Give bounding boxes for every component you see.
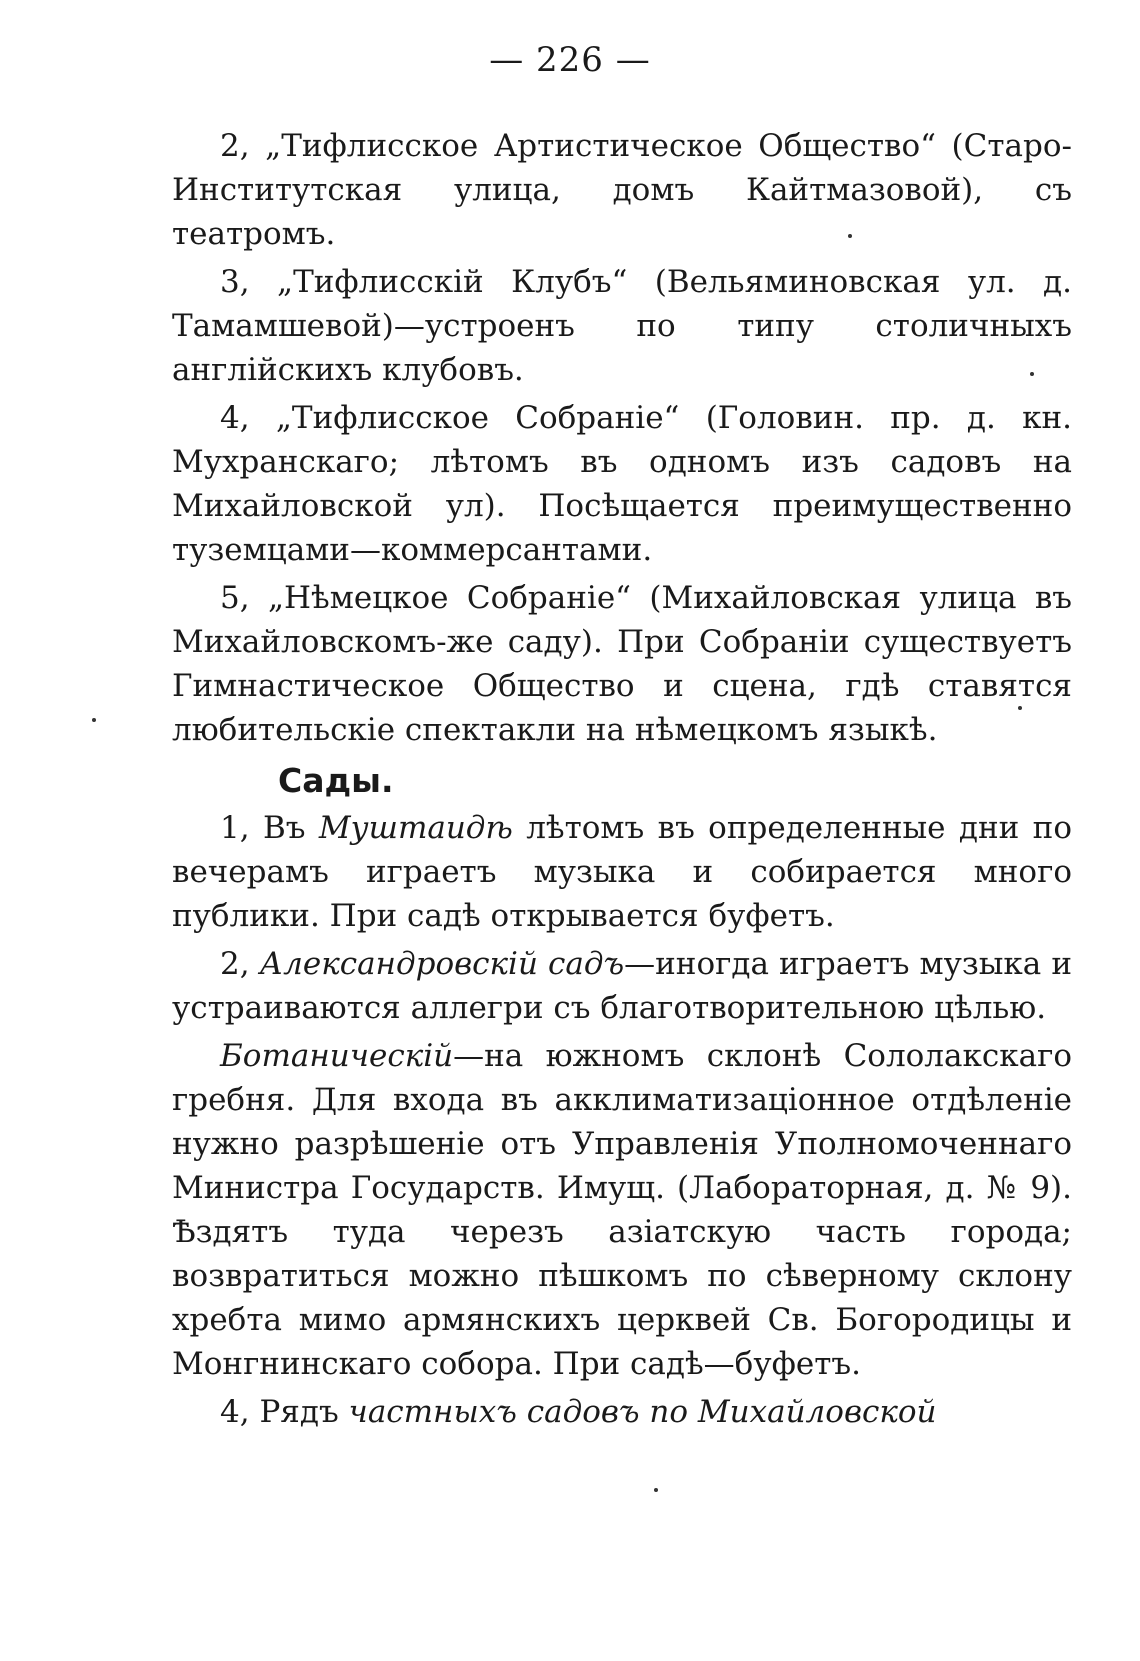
club-entry-2: [172, 124, 1072, 256]
entry-number: 2,: [220, 128, 250, 164]
page-body: [172, 124, 1072, 1438]
entry-number: 1,: [220, 810, 250, 846]
section-heading-gardens: Сады.: [278, 761, 394, 800]
garden-entry-4: [172, 1390, 1072, 1434]
entry-number: 4,: [220, 400, 250, 436]
garden-entry-2: [172, 942, 1072, 1030]
garden-name: частныхъ садовъ по Михайловской: [348, 1394, 937, 1430]
print-speck: [848, 234, 852, 238]
entry-text: „Тифлисское Собраніе“ (Головин. пр. д. кн. Мухранскаго; лѣтомъ въ одномъ изъ садовъ на Михайловской ул). Посѣщается преимущественно туземцами—коммерсантами.: [172, 400, 1072, 568]
entry-text: „Тифлисское Артистическое Общество“ (Старо-Институтская улица, домъ Кайтмазовой), съ театромъ.: [172, 128, 1072, 252]
print-speck: [1018, 706, 1022, 710]
garden-name: Муштаидѣ: [318, 810, 513, 846]
garden-entry-1: [172, 806, 1072, 938]
entry-prefix: Въ: [262, 810, 306, 846]
entry-prefix: Рядъ: [259, 1394, 339, 1430]
club-entry-5: [172, 576, 1072, 752]
garden-name: Александровскій садъ: [259, 946, 625, 982]
club-entry-3: [172, 260, 1072, 392]
entry-number: 3,: [220, 264, 250, 300]
garden-name: Ботаническій: [220, 1038, 454, 1074]
entry-number: 2,: [220, 946, 250, 982]
print-speck: [1030, 372, 1034, 376]
page-number: — 226 —: [489, 40, 651, 80]
print-speck: [654, 1488, 658, 1492]
entry-text: —на южномъ склонѣ Сололакскаго гребня. Для входа въ акклиматизаціонное отдѣленіе нужно разрѣшеніе отъ Управленія Уполномоченнаго Министра Государств. Имущ. (Лабораторная, д. № 9). Ѣздятъ туда черезъ азіатскую часть города; возвратиться можно пѣшкомъ по сѣверному склону хребта мимо армянскихъ церквей Св. Богородицы и Монгнинскаго собора. При садѣ—буфетъ.: [172, 1038, 1072, 1382]
entry-text: „Тифлисскій Клубъ“ (Вельяминовская ул. д. Тамамшевой)—устроенъ по типу столичныхъ англійскихъ клубовъ.: [172, 264, 1072, 388]
entry-text: „Нѣмецкое Собраніе“ (Михайловская улица въ Михайловскомъ-же саду). При Собраніи существуетъ Гимнастическое Общество и сцена, гдѣ ставятся любительскіе спектакли на нѣмецкомъ языкѣ.: [172, 580, 1072, 748]
garden-entry-botanical: [172, 1034, 1072, 1386]
entry-number: 5,: [220, 580, 250, 616]
entry-text: —иногда играетъ музыка и устраиваются аллегри съ благотворительною цѣлью.: [172, 946, 1073, 1026]
print-speck: [92, 718, 96, 722]
entry-text: лѣтомъ въ определенные дни по вечерамъ играетъ музыка и собирается много публики. При садѣ открывается буфетъ.: [172, 810, 1073, 934]
entry-number: 4,: [220, 1394, 250, 1430]
club-entry-4: [172, 396, 1072, 572]
